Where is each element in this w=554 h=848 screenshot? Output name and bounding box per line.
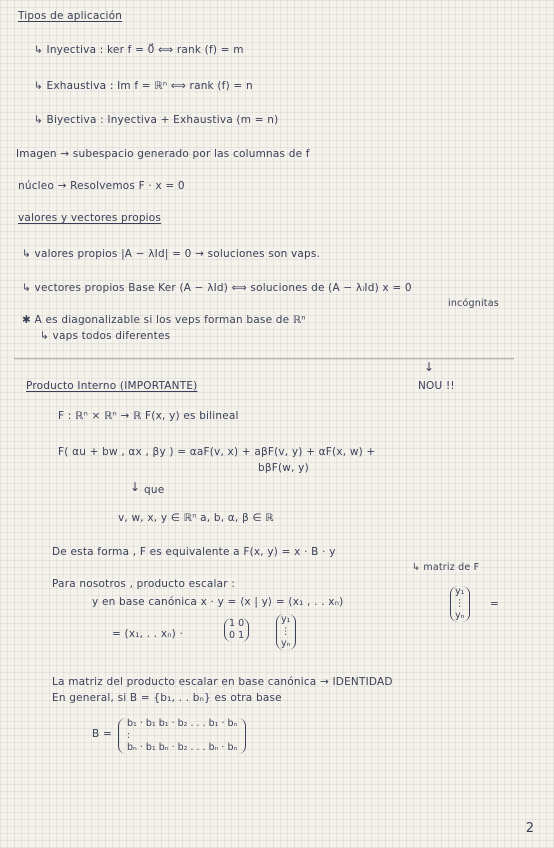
gram-matrix: b₁ · b₁ b₁ · b₂ . . . b₁ · bₙ : bₙ · b₁ bₙ · b₂ . . . bₙ · bₙ — [118, 718, 246, 754]
note-que: que — [144, 484, 165, 496]
note-variables: v, w, x, y ∈ ℝⁿ a, b, α, β ∈ ℝ — [118, 512, 274, 524]
section-divider — [14, 358, 514, 359]
page-number: 2 — [525, 821, 534, 836]
heading-valores-propios: valores y vectores propios — [18, 212, 162, 224]
note-x-times-identity: = (x₁, . . xₙ) · — [112, 628, 184, 640]
note-nucleo: núcleo → Resolvemos F · x = 0 — [18, 180, 185, 192]
heading-producto-interno: Producto Interno (IMPORTANTE) — [26, 380, 198, 392]
note-bilinear-expansion-cont: bβF(w, y) — [258, 462, 309, 474]
identity-matrix: 1 0 0 1 — [224, 618, 249, 642]
note-vectores-propios: ↳ vectores propios Base Ker (A − λId) ⟺ soluciones de (A − λᵢId) x = 0 — [22, 282, 412, 294]
note-bilinear-expansion: F( αu + bw , αx , βy ) = αaF(v, x) + aβF(v, y) + αF(x, w) + — [58, 446, 376, 458]
note-biyectiva: ↳ Biyectiva : Inyectiva + Exhaustiva (m = n) — [34, 114, 279, 126]
note-b-equals: B = — [92, 728, 112, 740]
note-imagen: Imagen → subespacio generado por las columnas de f — [16, 148, 310, 160]
heading-tipos-aplicacion: Tipos de aplicación — [18, 10, 123, 22]
note-matriz-identidad: La matriz del producto escalar en base canónica → IDENTIDAD — [52, 676, 393, 688]
note-incognitas: incógnitas — [448, 298, 499, 309]
note-valores-propios: ↳ valores propios |A − λId| = 0 → soluciones son vaps. — [22, 248, 321, 260]
note-equals: = — [490, 598, 499, 610]
vector-y-column: y₁ ⋮ yₙ — [450, 586, 470, 622]
note-f-definition: F : ℝⁿ × ℝⁿ → ℝ F(x, y) es bilineal — [58, 410, 239, 422]
note-base-canonica: y en base canónica x · y = ⟨x | y⟩ = (x₁ , . . xₙ) — [92, 596, 344, 608]
note-producto-escalar: Para nosotros , producto escalar : — [52, 578, 236, 590]
note-vaps-diferentes: ↳ vaps todos diferentes — [40, 330, 171, 342]
note-en-general: En general, si B = {b₁, . . bₙ} es otra base — [52, 692, 282, 704]
note-nou: NOU !! — [418, 380, 455, 392]
note-diagonalizable: ✱ A es diagonalizable si los veps forman base de ℝⁿ — [22, 314, 306, 326]
note-inyectiva: ↳ Inyectiva : ker f = 0⃗ ⟺ rank (f) = m — [34, 44, 244, 56]
note-exhaustiva: ↳ Exhaustiva : Im f = ℝⁿ ⟺ rank (f) = n — [34, 80, 253, 92]
down-arrow-icon: ↓ — [130, 480, 141, 494]
vector-y-column-2: y₁ ⋮ yₙ — [276, 614, 296, 650]
note-equivalente: De esta forma , F es equivalente a F(x, y) = x · B · y — [52, 546, 336, 558]
note-matriz-de-f: ↳ matriz de F — [412, 562, 480, 573]
down-arrow-icon: ↓ — [424, 360, 435, 374]
